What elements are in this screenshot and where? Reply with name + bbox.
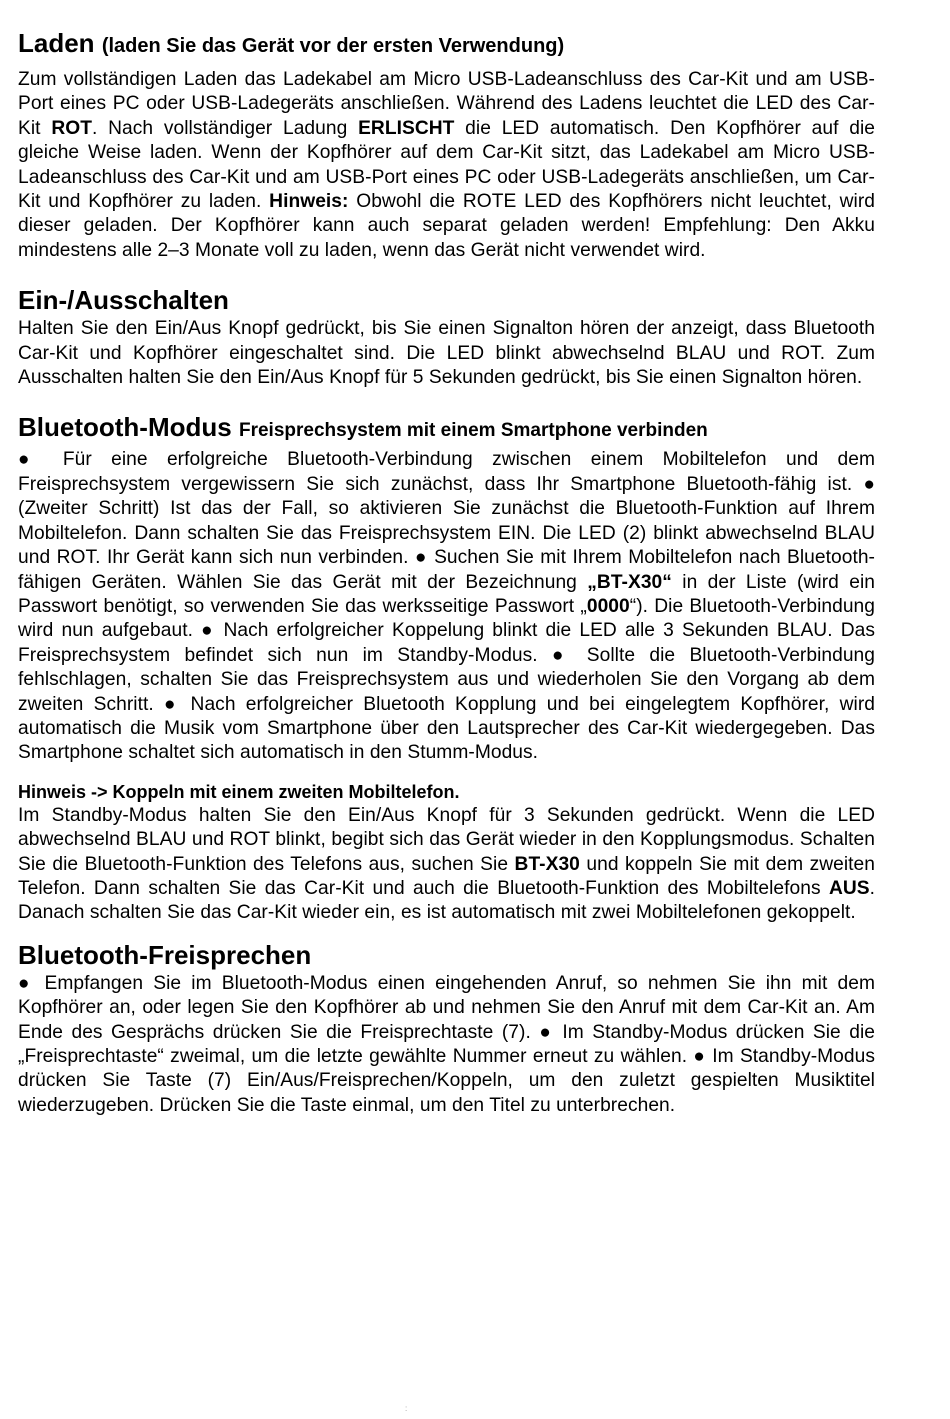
btmodus-device-name: „BT-X30“ [587, 571, 672, 593]
document-page [18, 26, 875, 1118]
hinweis-device: BT-X30 [514, 853, 580, 875]
btmodus-step-3a: Suchen Sie mit Ihrem Mobiltelefon nach Bluetooth-fähigen Geräten. Wählen Sie das Gerät mit der Bezeichnung [18, 547, 875, 593]
bullet-icon: ● [18, 972, 35, 994]
laden-text-2: . Nach vollständiger Ladung [91, 117, 359, 139]
btmodus-step-4: Nach erfolgreicher Koppelung blinkt die LED alle 3 Sekunden BLAU. Das Freisprechsystem befindet sich nun im Standby-Modus. [18, 620, 875, 666]
hinweis-text-2: und koppeln Sie mit dem zweiten Telefon. Dann schalten Sie das Car-Kit und auch die Bluetooth-Funktion des Mobiltelefons [18, 853, 875, 899]
bullet-icon: ● [539, 1021, 554, 1043]
hinweis-text-1: Im Standby-Modus halten Sie den Ein/Aus Knopf für 3 Sekunden gedrückt. Wenn die LED abwechselnd BLAU und ROT blinkt, begibt sich das Gerät wieder in den Kopplungsmodus. Schalten Sie die Bluetooth-Funktion des Telefons aus, suchen Sie [18, 804, 875, 875]
einaus-paragraph: Halten Sie den Ein/Aus Knopf gedrückt, bis Sie einen Signalton hören der anzeigt, dass Bluetooth Car-Kit und Kopfhörer eingeschaltet sind. Die LED blinkt abwechselnd BLAU und ROT. Zum Ausschalten halten Sie den Ein/Aus Knopf für 5 Sekunden gedrückt, bis Sie einen Signalton hören. [18, 318, 875, 389]
bullet-icon: ● [201, 620, 216, 642]
freisprechen-step-1: Empfangen Sie im Bluetooth-Modus einen eingehenden Anruf, so nehmen Sie ihn mit dem Kopfhörer an, oder legen Sie den Kopfhörer ab und nehmen Sie den Anruf mit dem Car-Kit an. Am Ende des Gesprächs drücken Sie die Freisprechtaste (7). [18, 972, 876, 1043]
btmodus-subtitle: Freisprechsystem mit einem Smartphone verbinden [238, 420, 708, 442]
btmodus-step-3b: in der Liste (wird ein Passwort benötigt, so verwenden Sie das werksseitige Passwort „ [18, 571, 875, 617]
hinweis-aus: AUS [828, 877, 870, 899]
laden-subtitle: (laden Sie das Gerät vor der ersten Verwendung) [101, 35, 565, 57]
btmodus-step-1: Für eine erfolgreiche Bluetooth-Verbindung zwischen einem Mobiltelefon und dem Freisprechsystem vergewissern Sie sich zunächst, dass Ihr Smartphone Bluetooth-fähig ist. [18, 449, 875, 495]
laden-text-3: die LED automatisch. Den Kopfhörer auf die gleiche Weise laden. Wenn der Kopfhörer auf dem Car-Kit sitzt, das Ladekabel am Micro USB-Ladeanschluss des Car-Kit und am USB-Port eines PC oder USB-Ladegeräts anschließen, um Car-Kit und Kopfhörer zu laden. [18, 117, 875, 213]
freisprechen-step-2: Im Standby-Modus drücken Sie die „Freisprechtaste“ zweimal, um die letzte gewählte Nummer erneut zu wählen. [18, 1021, 875, 1067]
laden-hinweis: Hinweis: [269, 191, 349, 213]
freisprechen-paragraph [18, 972, 875, 1118]
freisprechen-step-3: Im Standby-Modus drücken Sie Taste (7) Ein/Aus/Freisprechen/Koppeln, um den zuletzt gespielten Musiktitel wiederzugeben. Drücken Sie die Taste einmal, um den Titel zu unterbrechen. [18, 1046, 875, 1116]
bullet-icon: ● [18, 449, 44, 471]
hinweis-paragraph [18, 804, 875, 926]
btmodus-password: 0000 [586, 595, 630, 617]
btmodus-title: Bluetooth-Modus [18, 412, 232, 443]
bullet-icon: ● [414, 547, 428, 569]
bullet-icon: ● [163, 693, 181, 715]
btmodus-step-6: Nach erfolgreicher Bluetooth Kopplung und bei eingelegtem Kopfhörer, wird automatisch die Musik vom Smartphone über den Lautsprecher des Car-Kit wiedergegeben. Das Smartphone schaltet sich automatisch in den Stumm-Modus. [18, 693, 876, 764]
laden-text-1: Zum vollständigen Laden das Ladekabel am Micro USB-Ladeanschluss des Car-Kit und am USB-Port eines PC oder USB-Ladegeräts anschließen. Während des Ladens leuchtet die LED des Car-Kit [18, 69, 875, 139]
laden-rot: ROT [51, 117, 92, 139]
section-btmodus-heading [18, 410, 875, 448]
bullet-icon: ● [863, 473, 875, 495]
section-freisprechen-heading: Bluetooth-Freisprechen [18, 939, 312, 970]
btmodus-step-2: (Zweiter Schritt) Ist das der Fall, so aktivieren Sie zunächst die Bluetooth-Funktion auf Ihrem Mobiltelefon. Dann schalten Sie das Freisprechsystem EIN. Die LED (2) blinkt abwechselnd BLAU und ROT. Ihr Gerät kann sich nun verbinden. [18, 498, 875, 569]
laden-text-4: Obwohl die ROTE LED des Kopfhörers nicht leuchtet, wird dieser geladen. Der Kopfhörer kann auch separat geladen werden! Empfehlung: Den Akku mindestens alle 2–3 Monate voll zu laden, wenn das Gerät nicht verwendet wird. [18, 191, 875, 261]
section-laden-heading [18, 26, 875, 63]
hinweis-text-3: . Danach schalten Sie das Car-Kit wieder ein, es ist automatisch mit zwei Mobiltelefonen gekoppelt. [18, 877, 875, 924]
laden-title: Laden [18, 28, 95, 58]
section-einaus-heading: Ein-/Ausschalten [18, 285, 229, 316]
bullet-icon: ● [693, 1046, 706, 1067]
btmodus-step-5: Sollte die Bluetooth-Verbindung fehlschlagen, schalten Sie das Freisprechsystem aus und wiederholen Sie den Vorgang ab dem zweiten Schritt. [18, 644, 876, 715]
hinweis-heading: Hinweis -> Koppeln mit einem zweiten Mobiltelefon. [18, 781, 460, 802]
laden-erlischt: ERLISCHT [358, 117, 455, 139]
page-footer-mark: : [405, 1404, 408, 1413]
bullet-icon: ● [552, 644, 573, 666]
laden-paragraph [18, 68, 875, 263]
btmodus-step-3c: “). Die Bluetooth-Verbindung wird nun aufgebaut. [18, 595, 875, 642]
btmodus-paragraph [18, 448, 875, 765]
